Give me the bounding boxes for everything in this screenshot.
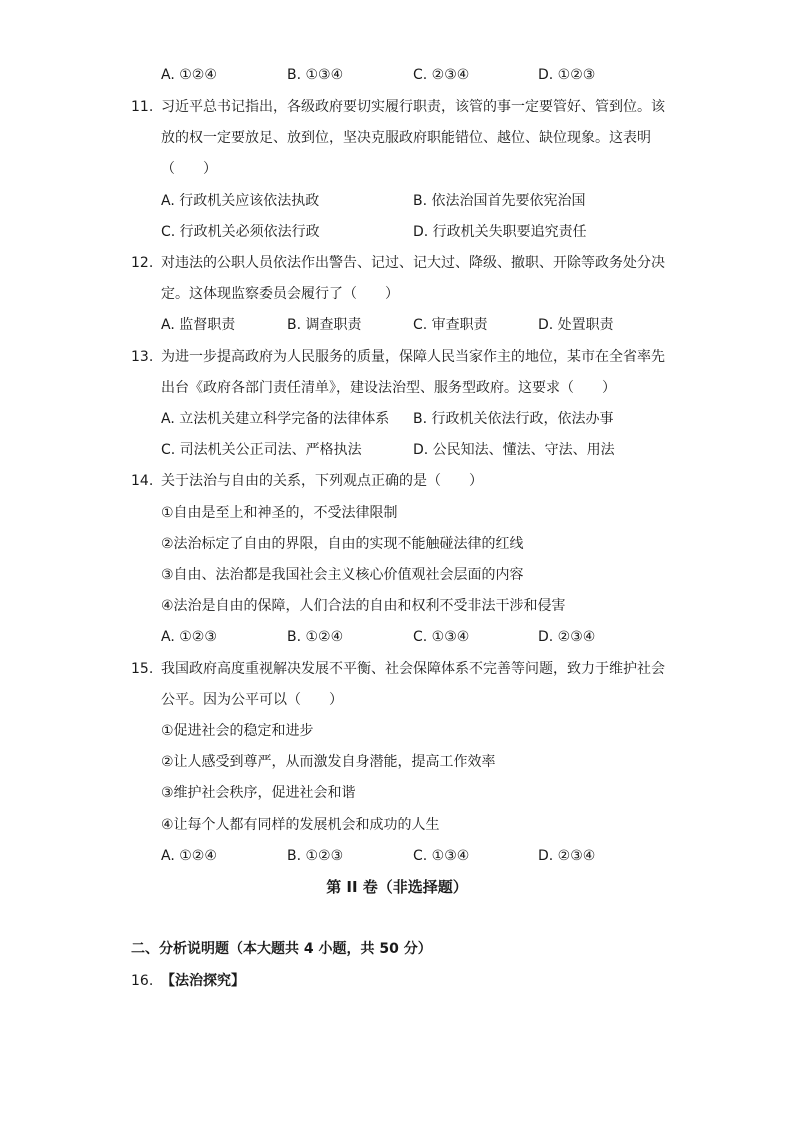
q13-stem-line-1: 为进一步提高政府为人民服务的质量，保障人民当家作主的地位，某市在全省率先 — [161, 349, 665, 365]
q13-option-a: A. 立法机关建立科学完备的法律体系 — [161, 411, 390, 427]
q14-number: 14. — [131, 473, 154, 489]
q15-statement-1: ①促进社会的稳定和进步 — [161, 723, 314, 739]
q13-option-d: D. 公民知法、懂法、守法、用法 — [413, 442, 615, 458]
q13-option-b: B. 行政机关依法行政，依法办事 — [413, 411, 614, 427]
q15-stem-line-2: 公平。因为公平可以（ ） — [161, 692, 343, 708]
q11-option-d: D. 行政机关失职要追究责任 — [413, 224, 587, 240]
q12-option-c: C. 审查职责 — [413, 317, 488, 333]
q12-option-a: A. 监督职责 — [161, 317, 236, 333]
q15-option-c: C. ①③④ — [413, 848, 470, 864]
q15-option-b: B. ①②③ — [287, 848, 344, 864]
q11-stem-line-3: （ ） — [161, 161, 217, 177]
q13-number: 13. — [131, 349, 154, 365]
q14-option-b: B. ①②④ — [287, 629, 344, 645]
q14-stem-line-1: 关于法治与自由的关系，下列观点正确的是（ ） — [161, 473, 483, 489]
q11-option-a: A. 行政机关应该依法执政 — [161, 193, 320, 209]
q15-option-d: D. ②③④ — [538, 848, 596, 864]
section-2-heading: 二、分析说明题（本大题共 4 小题，共 50 分） — [131, 941, 432, 957]
q12-number: 12. — [131, 255, 154, 271]
q15-statement-4: ④让每个人都有同样的发展机会和成功的人生 — [161, 817, 440, 833]
q13-option-c: C. 司法机关公正司法、严格执法 — [161, 442, 362, 458]
q13-stem-line-2: 出台《政府各部门责任清单》，建设法治型、服务型政府。这要求（ ） — [161, 380, 616, 396]
q15-statement-3: ③维护社会秩序，促进社会和谐 — [161, 785, 356, 801]
q14-statement-2: ②法治标定了自由的界限，自由的实现不能触碰法律的红线 — [161, 536, 524, 552]
q16-number: 16. — [131, 973, 154, 989]
q14-option-d: D. ②③④ — [538, 629, 596, 645]
q11-stem-line-2: 放的权一定要放足、放到位，坚决克服政府职能错位、越位、缺位现象。这表明 — [161, 130, 651, 146]
q15-statement-2: ②让人感受到尊严，从而激发自身潜能，提高工作效率 — [161, 754, 496, 770]
q14-statement-4: ④法治是自由的保障，人们合法的自由和权利不受非法干涉和侵害 — [161, 598, 566, 614]
q14-statement-1: ①自由是至上和神圣的，不受法律限制 — [161, 505, 398, 521]
q12-option-d: D. 处置职责 — [538, 317, 614, 333]
q12-stem-line-2: 定。这体现监察委员会履行了（ ） — [161, 286, 399, 302]
q11-option-c: C. 行政机关必须依法行政 — [161, 224, 320, 240]
q15-option-a: A. ①②④ — [161, 848, 217, 864]
q14-option-c: C. ①③④ — [413, 629, 470, 645]
q10-option-a: A. ①②④ — [161, 67, 217, 83]
q14-option-a: A. ①②③ — [161, 629, 217, 645]
q10-option-c: C. ②③④ — [413, 67, 470, 83]
q16-label: 【法治探究】 — [161, 973, 245, 989]
q10-option-b: B. ①③④ — [287, 67, 344, 83]
q11-option-b: B. 依法治国首先要依宪治国 — [413, 193, 586, 209]
q11-stem-line-1: 习近平总书记指出，各级政府要切实履行职责，该管的事一定要管好、管到位。该 — [161, 99, 665, 115]
q15-stem-line-1: 我国政府高度重视解决发展不平衡、社会保障体系不完善等问题，致力于维护社会 — [161, 661, 665, 677]
q14-statement-3: ③自由、法治都是我国社会主义核心价值观社会层面的内容 — [161, 567, 524, 583]
q12-option-b: B. 调查职责 — [287, 317, 362, 333]
q12-stem-line-1: 对违法的公职人员依法作出警告、记过、记大过、降级、撤职、开除等政务处分决 — [161, 255, 665, 271]
q11-number: 11. — [131, 99, 154, 115]
q10-option-d: D. ①②③ — [538, 67, 596, 83]
part-2-title: 第 II 卷（非选择题） — [326, 878, 468, 896]
q15-number: 15. — [131, 661, 154, 677]
